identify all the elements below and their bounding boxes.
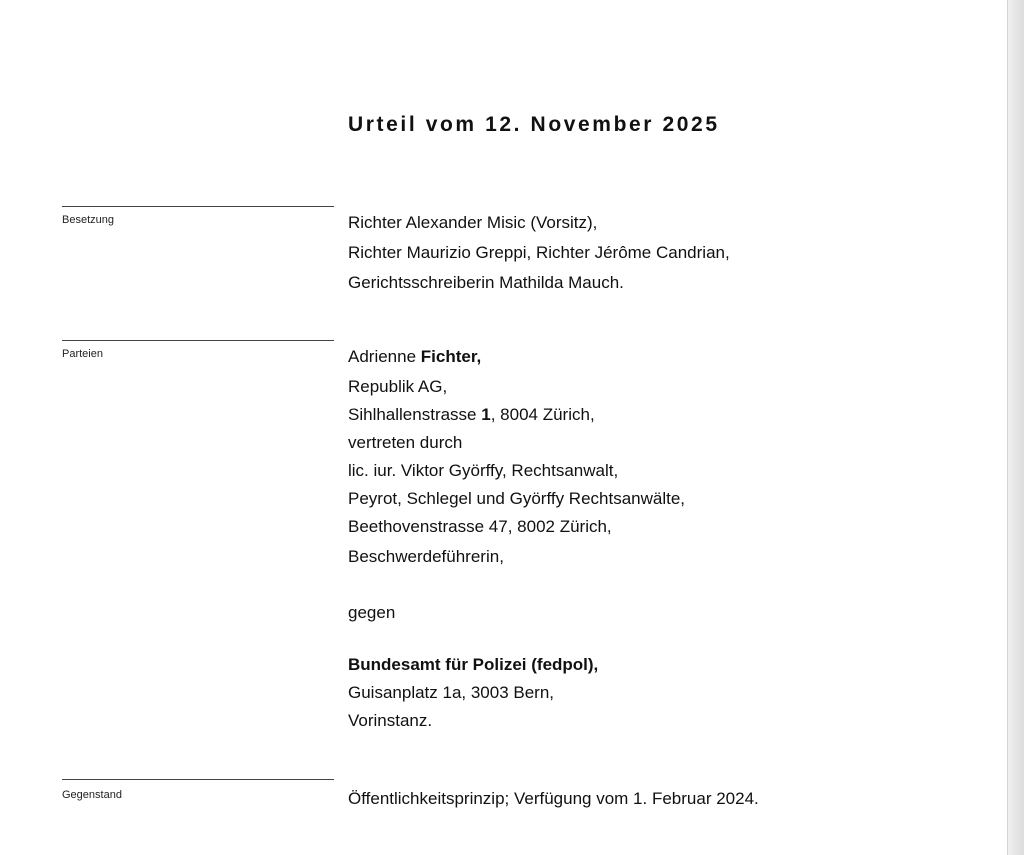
besetzung-label: Besetzung: [62, 214, 114, 226]
versus-text: gegen: [348, 603, 396, 622]
besetzung-line-3: Gerichtsschreiberin Mathilda Mauch.: [348, 273, 624, 292]
lawyer-name: lic. iur. Viktor Györffy, Rechtsanwalt,: [348, 461, 619, 480]
besetzung-line-1: Richter Alexander Misic (Vorsitz),: [348, 213, 598, 232]
appellant-address: [348, 405, 595, 425]
appellant-last-name: Fichter,: [420, 347, 482, 366]
page-edge-shadow: [1007, 0, 1024, 855]
appellant-first-name: Adrienne: [348, 347, 417, 366]
represented-by: vertreten durch: [348, 433, 463, 452]
law-firm: Peyrot, Schlegel und Györffy Rechtsanwälte,: [348, 489, 686, 508]
appellant-company: Republik AG,: [348, 377, 448, 396]
gegenstand-divider: [62, 779, 334, 780]
appellant-role: Beschwerdeführerin,: [348, 547, 504, 566]
besetzung-divider: [62, 206, 334, 207]
gegenstand-text: Öffentlichkeitsprinzip; Verfügung vom 1. Februar 2024.: [348, 789, 759, 808]
respondent-name: Bundesamt für Polizei (fedpol),: [348, 655, 599, 674]
besetzung-line-2: Richter Maurizio Greppi, Richter Jérôme Candrian,: [348, 243, 730, 262]
law-firm-address: Beethovenstrasse 47, 8002 Zürich,: [348, 517, 612, 536]
respondent-address: Guisanplatz 1a, 3003 Bern,: [348, 683, 555, 702]
parteien-divider: [62, 340, 334, 341]
gegenstand-label: Gegenstand: [62, 789, 122, 801]
parteien-label: Parteien: [62, 348, 103, 360]
document-title: Urteil vom 12. November 2025: [348, 113, 720, 136]
appellant-street-name: Sihlhallenstrasse: [348, 405, 477, 424]
appellant-city: , 8004 Zürich,: [490, 405, 595, 424]
respondent-role: Vorinstanz.: [348, 711, 433, 730]
appellant-street-number: 1: [481, 405, 491, 424]
appellant-name: [348, 347, 481, 367]
